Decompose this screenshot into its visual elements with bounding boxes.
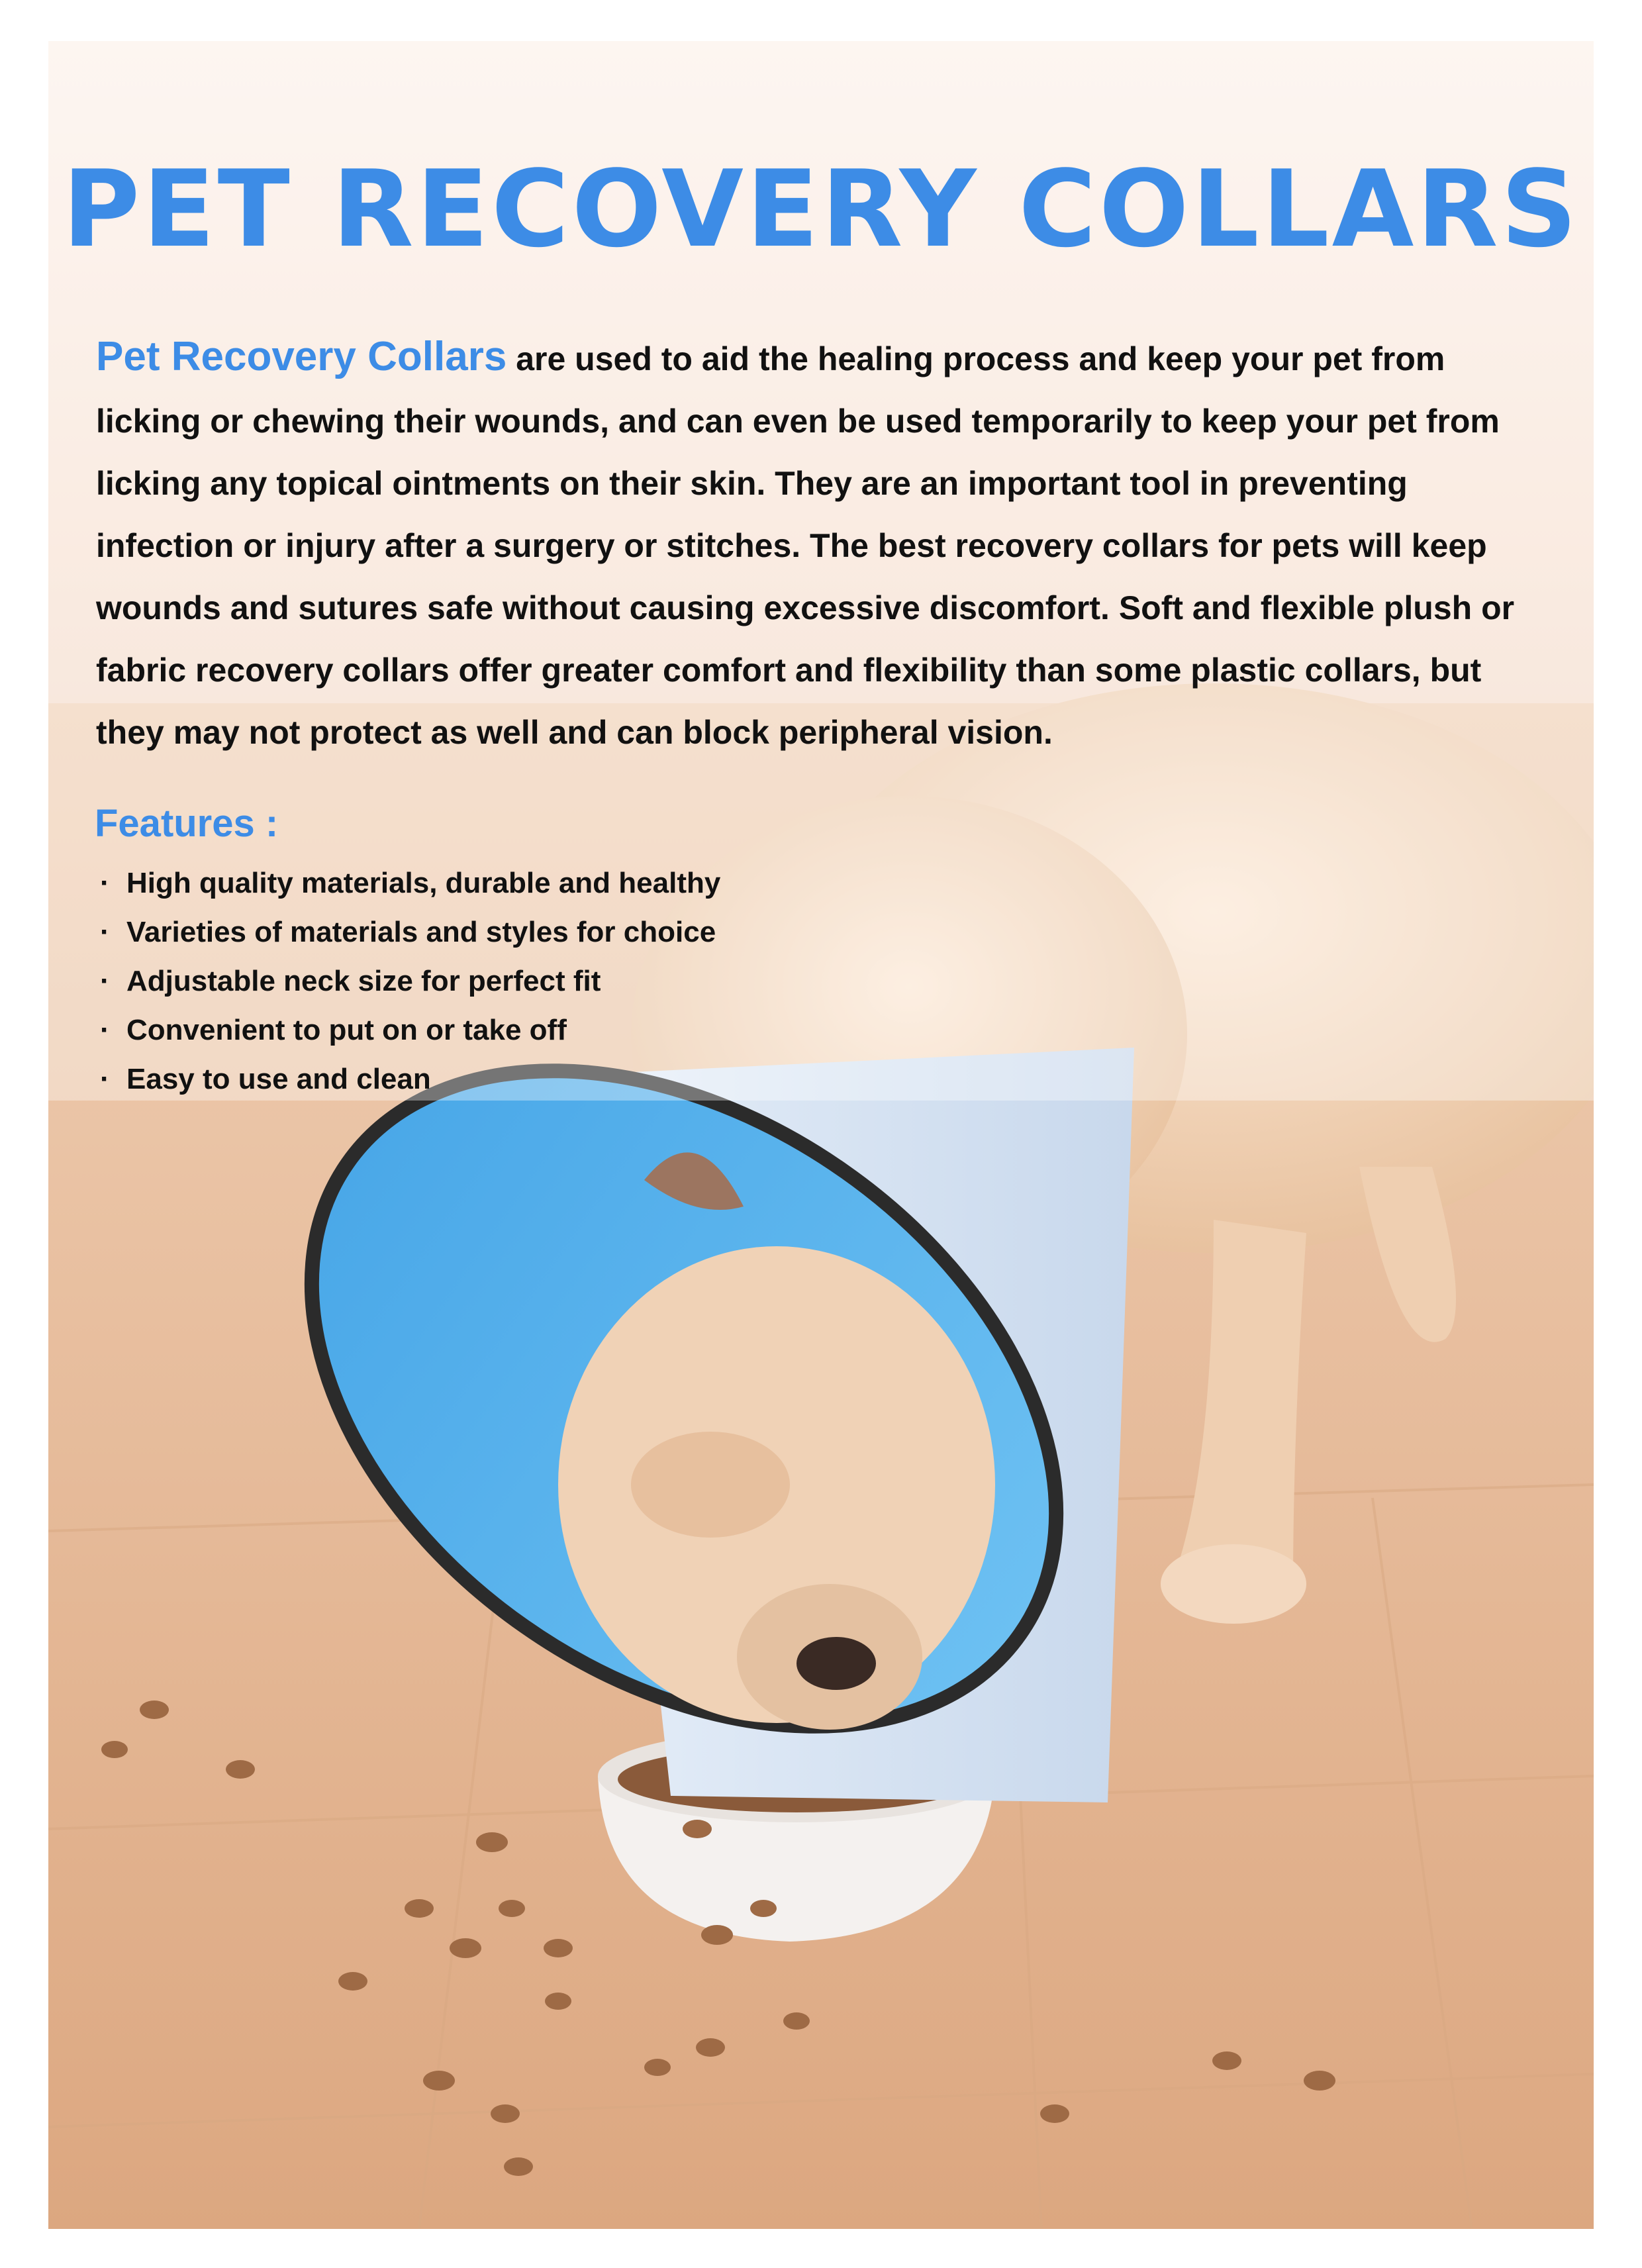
feature-text: Easy to use and clean (126, 1063, 431, 1095)
intro-lead: Pet Recovery Collars (96, 334, 507, 379)
bullet: · (100, 965, 110, 997)
list-item (100, 908, 720, 957)
intro-body: are used to aid the healing process and keep your pet from licking or chewing their wounds, and can even be used temporarily to keep your pet from licking any topical ointments on their skin. They are an important tool in preventing infection or injury after a surgery or stitches. The best recovery collars for pets will keep wounds and sutures safe without causing excessive discomfort. Soft and flexible plush or fabric recovery collars offer greater comfort and flexibility than some plastic collars, but they may not protect as well and can block peripheral vision. (96, 340, 1515, 751)
list-item (100, 1006, 720, 1055)
features-heading: Features : (95, 802, 279, 845)
feature-text: Adjustable neck size for perfect fit (126, 965, 601, 997)
list-item (100, 859, 720, 908)
bullet: · (100, 1014, 110, 1046)
page-title: PET RECOVERY COLLARS (62, 147, 1580, 271)
features-list (100, 859, 720, 1104)
poster (48, 41, 1594, 2229)
intro-paragraph (96, 326, 1553, 764)
list-item (100, 957, 720, 1006)
bullet: · (100, 1063, 110, 1095)
feature-text: Convenient to put on or take off (126, 1014, 567, 1046)
feature-text: Varieties of materials and styles for choice (126, 916, 716, 948)
feature-text: High quality materials, durable and healthy (126, 867, 721, 899)
bullet: · (100, 867, 110, 899)
list-item (100, 1055, 720, 1104)
bullet: · (100, 916, 110, 948)
